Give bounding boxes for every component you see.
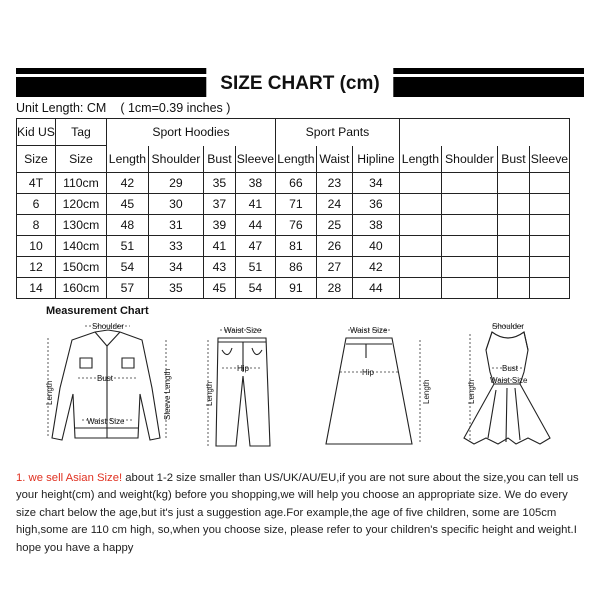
table-cell: 44 [352, 278, 399, 299]
table-row [17, 173, 570, 194]
table-cell [441, 173, 497, 194]
header-tag: Tag [55, 119, 106, 146]
table-cell [399, 194, 441, 215]
table-cell: 26 [316, 236, 352, 257]
table-cell [441, 215, 497, 236]
pants-hip-label: Hip [237, 364, 250, 373]
subheader-cell: Length [106, 146, 148, 173]
table-header-row-1 [17, 119, 570, 146]
table-cell: 57 [106, 278, 148, 299]
shirt-sleeve-label: Sleeve Length [163, 368, 172, 420]
table-cell: 48 [106, 215, 148, 236]
size-note [16, 470, 588, 557]
note-text: about 1-2 size smaller than US/UK/AU/EU,if you are not sure about the size,you can tell us your height(cm) and weight(kg) before you shopping,we will help you choose an appropriate size. We do every size chart below the age,but it's just a suggestion age.For example,the age of five children, some are 105cm high,some are 110 cm high, so,when you choose size, please refer to your children's specific height and weight.I hope you have a happy [16, 472, 579, 554]
table-cell: 36 [352, 194, 399, 215]
header-kid-us: Kid US [17, 119, 56, 146]
table-row [17, 194, 570, 215]
table-cell [497, 194, 529, 215]
shirt-length-label: Length [45, 380, 54, 405]
table-cell: 43 [203, 257, 235, 278]
unit-line [16, 101, 230, 115]
table-cell: 86 [275, 257, 316, 278]
table-cell [497, 257, 529, 278]
table-cell: 39 [203, 215, 235, 236]
table-cell: 12 [17, 257, 56, 278]
table-cell [497, 236, 529, 257]
header-sport-hoodies: Sport Hoodies [106, 119, 275, 146]
table-cell: 120cm [55, 194, 106, 215]
table-cell: 51 [106, 236, 148, 257]
subheader-cell: Hipline [352, 146, 399, 173]
table-cell: 41 [203, 236, 235, 257]
table-cell: 35 [203, 173, 235, 194]
table-cell: 150cm [55, 257, 106, 278]
table-cell: 27 [316, 257, 352, 278]
table-cell: 40 [352, 236, 399, 257]
table-row [17, 236, 570, 257]
table-cell: 37 [203, 194, 235, 215]
table-cell [441, 236, 497, 257]
table-cell: 130cm [55, 215, 106, 236]
table-cell: 91 [275, 278, 316, 299]
table-cell: 28 [316, 278, 352, 299]
pants-waist-label: Waist Size [224, 326, 262, 335]
table-cell [497, 278, 529, 299]
subheader-cell: Sleeve [529, 146, 569, 173]
subheader-cell: Size [17, 146, 56, 173]
table-cell: 42 [106, 173, 148, 194]
shirt-bust-label: Bust [97, 374, 114, 383]
table-cell: 45 [106, 194, 148, 215]
table-cell: 42 [352, 257, 399, 278]
table-cell: 30 [148, 194, 203, 215]
unit-conversion: ( 1cm=0.39 inches ) [120, 101, 231, 115]
dress-bust-label: Bust [502, 364, 519, 373]
subheader-cell: Shoulder [148, 146, 203, 173]
table-cell: 44 [235, 215, 275, 236]
table-cell [529, 278, 569, 299]
table-cell: 45 [203, 278, 235, 299]
table-cell: 54 [235, 278, 275, 299]
table-cell: 34 [148, 257, 203, 278]
header-sport-pants: Sport Pants [275, 119, 399, 146]
measurement-chart-title: Measurement Chart [46, 305, 149, 317]
asian-size-warning: 1. we sell Asian Size! [16, 472, 123, 484]
table-row [17, 278, 570, 299]
pants-diagram [216, 338, 270, 446]
table-cell: 6 [17, 194, 56, 215]
subheader-cell: Length [399, 146, 441, 173]
table-body [17, 173, 570, 299]
skirt-length-label: Length [422, 379, 431, 404]
table-cell: 38 [235, 173, 275, 194]
table-cell: 33 [148, 236, 203, 257]
table-cell: 25 [316, 215, 352, 236]
table-cell [441, 257, 497, 278]
page-title: SIZE CHART (cm) [206, 68, 393, 97]
table-cell: 35 [148, 278, 203, 299]
pants-length-label: Length [205, 381, 214, 406]
table-cell [399, 236, 441, 257]
table-cell: 38 [352, 215, 399, 236]
table-cell: 29 [148, 173, 203, 194]
title-banner [16, 68, 584, 97]
table-cell [529, 173, 569, 194]
table-cell: 140cm [55, 236, 106, 257]
table-cell [529, 236, 569, 257]
table-cell [497, 173, 529, 194]
table-cell: 8 [17, 215, 56, 236]
table-cell: 54 [106, 257, 148, 278]
header-blank [399, 119, 569, 146]
table-cell [441, 278, 497, 299]
table-cell [399, 173, 441, 194]
table-cell: 160cm [55, 278, 106, 299]
table-cell [441, 194, 497, 215]
table-cell: 66 [275, 173, 316, 194]
subheader-cell: Size [55, 146, 106, 173]
table-cell: 23 [316, 173, 352, 194]
subheader-cell: Shoulder [441, 146, 497, 173]
table-cell: 34 [352, 173, 399, 194]
table-cell: 10 [17, 236, 56, 257]
shirt-waist-label: Waist Size [87, 417, 125, 426]
dress-diagram [464, 332, 550, 444]
dress-length-label: Length [467, 379, 476, 404]
table-row [17, 215, 570, 236]
table-row [17, 257, 570, 278]
table-cell: 41 [235, 194, 275, 215]
table-cell [497, 215, 529, 236]
unit-label: Unit Length: CM [16, 101, 107, 115]
subheader-cell: Bust [497, 146, 529, 173]
table-cell [529, 215, 569, 236]
shirt-shoulder-label: Shoulder [92, 322, 125, 331]
skirt-waist-label: Waist Size [350, 326, 388, 335]
table-cell: 31 [148, 215, 203, 236]
table-cell: 4T [17, 173, 56, 194]
table-cell [399, 278, 441, 299]
table-cell: 110cm [55, 173, 106, 194]
size-table [16, 118, 570, 299]
table-cell [399, 257, 441, 278]
table-header-row-2 [17, 146, 570, 173]
table-cell: 24 [316, 194, 352, 215]
subheader-cell: Sleeve [235, 146, 275, 173]
subheader-cell: Waist [316, 146, 352, 173]
table-cell [529, 194, 569, 215]
table-cell: 47 [235, 236, 275, 257]
table-cell: 71 [275, 194, 316, 215]
dress-waist-label: Waist Size [490, 376, 528, 385]
table-cell: 81 [275, 236, 316, 257]
table-cell [529, 257, 569, 278]
skirt-hip-label: Hip [362, 368, 375, 377]
measurement-diagrams [0, 310, 600, 470]
table-cell: 76 [275, 215, 316, 236]
table-cell [399, 215, 441, 236]
table-cell: 51 [235, 257, 275, 278]
dress-shoulder-label: Shoulder [492, 322, 525, 331]
subheader-cell: Bust [203, 146, 235, 173]
skirt-diagram [326, 338, 412, 444]
table-cell: 14 [17, 278, 56, 299]
subheader-cell: Length [275, 146, 316, 173]
